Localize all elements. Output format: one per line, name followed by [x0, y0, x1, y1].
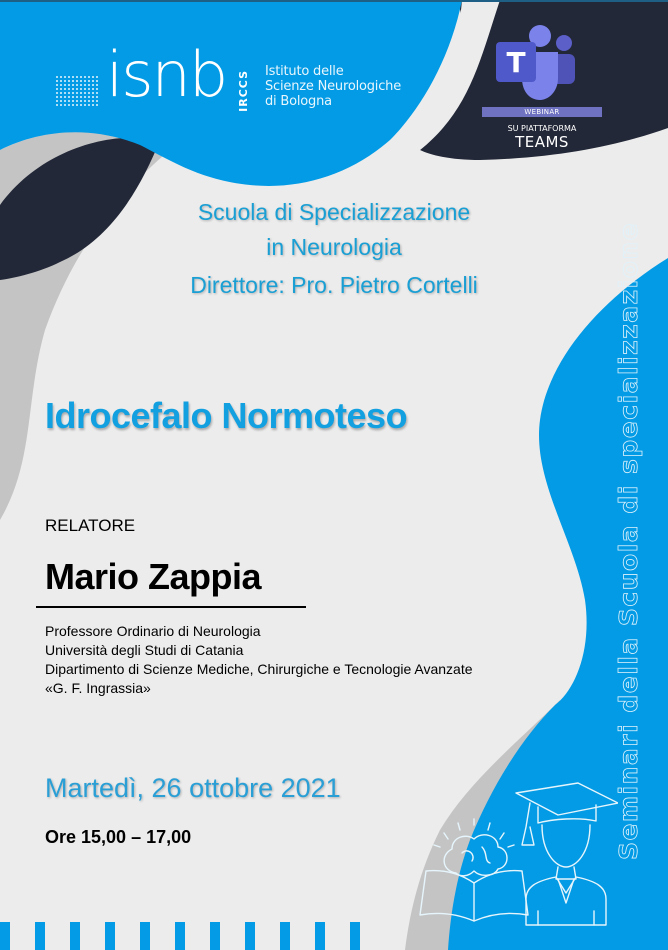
affiliation-line: Dipartimento di Scienze Mediche, Chirurgiche e Tecnologie Avanzate [45, 661, 473, 677]
institute-line-2: Scienze Neurologiche [265, 79, 401, 94]
school-line-2: in Neurologia [266, 234, 402, 260]
institute-name [265, 64, 401, 109]
webinar-label: WEBINAR [482, 107, 602, 117]
seminar-time: Ore 15,00 – 17,00 [45, 827, 192, 847]
director-line: Direttore: Pro. Pietro Cortelli [190, 272, 478, 298]
speaker-name: Mario Zappia [45, 556, 262, 597]
affiliation-line: «G. F. Ingrassia» [45, 680, 151, 696]
platform-label: SU PIATTAFORMA [507, 124, 577, 133]
affiliation-line: Professore Ordinario di Neurologia [45, 623, 261, 639]
seminar-title: Idrocefalo Normoteso [45, 395, 408, 436]
speaker-affiliation [45, 622, 473, 698]
school-line-1: Scuola di Specializzazione [197, 199, 471, 225]
speaker-role-label: RELATORE [45, 516, 136, 535]
irccs-badge: IRCCS [237, 70, 250, 112]
speaker-underline [36, 606, 306, 608]
svg-text:T: T [506, 46, 526, 79]
institute-line-3: di Bologna [265, 94, 332, 109]
affiliation-line: Università degli Studi di Catania [45, 642, 244, 658]
institute-line-1: Istituto delle [265, 64, 344, 79]
bottom-stripes [0, 922, 668, 950]
platform-name: TEAMS [515, 133, 569, 151]
side-banner-text: Seminari della Scuola di specializzazione [614, 221, 643, 860]
seminar-date: Martedì, 26 ottobre 2021 [45, 773, 341, 803]
microsoft-teams-icon [496, 22, 580, 102]
graduate-student-with-brain-and-book-icon [418, 775, 618, 935]
isnb-wordmark: isnb [106, 38, 227, 111]
